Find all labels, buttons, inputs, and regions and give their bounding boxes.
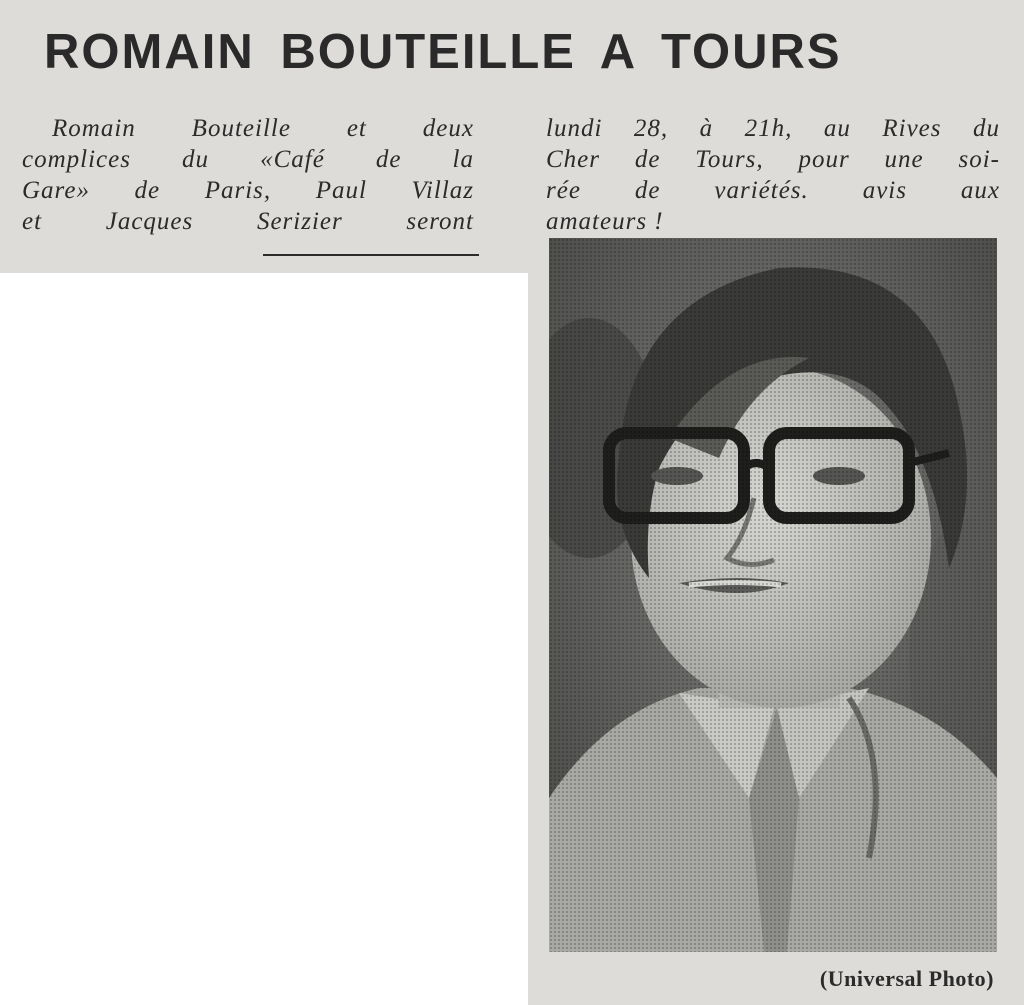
text-line: lundi 28, à 21h, au Rives du <box>546 115 1000 142</box>
text-line: Cher de Tours, pour une soi- <box>546 146 1000 173</box>
article-text-left-column <box>22 113 474 237</box>
text-line: rée de variétés. avis aux <box>546 177 1000 204</box>
text-line: Gare» de Paris, Paul Villaz <box>22 177 474 204</box>
portrait-photo <box>549 238 997 952</box>
text-line: amateurs ! <box>546 208 664 235</box>
article-headline: ROMAIN BOUTEILLE A TOURS <box>44 25 842 79</box>
text-line: Romain Bouteille et deux <box>52 115 474 142</box>
text-line: et Jacques Serizier seront <box>22 208 474 235</box>
text-line: complices du «Café de la <box>22 146 474 173</box>
photo-credit: (Universal Photo) <box>819 966 994 991</box>
article-text-right-column <box>546 113 1000 237</box>
column-end-rule <box>263 254 479 256</box>
